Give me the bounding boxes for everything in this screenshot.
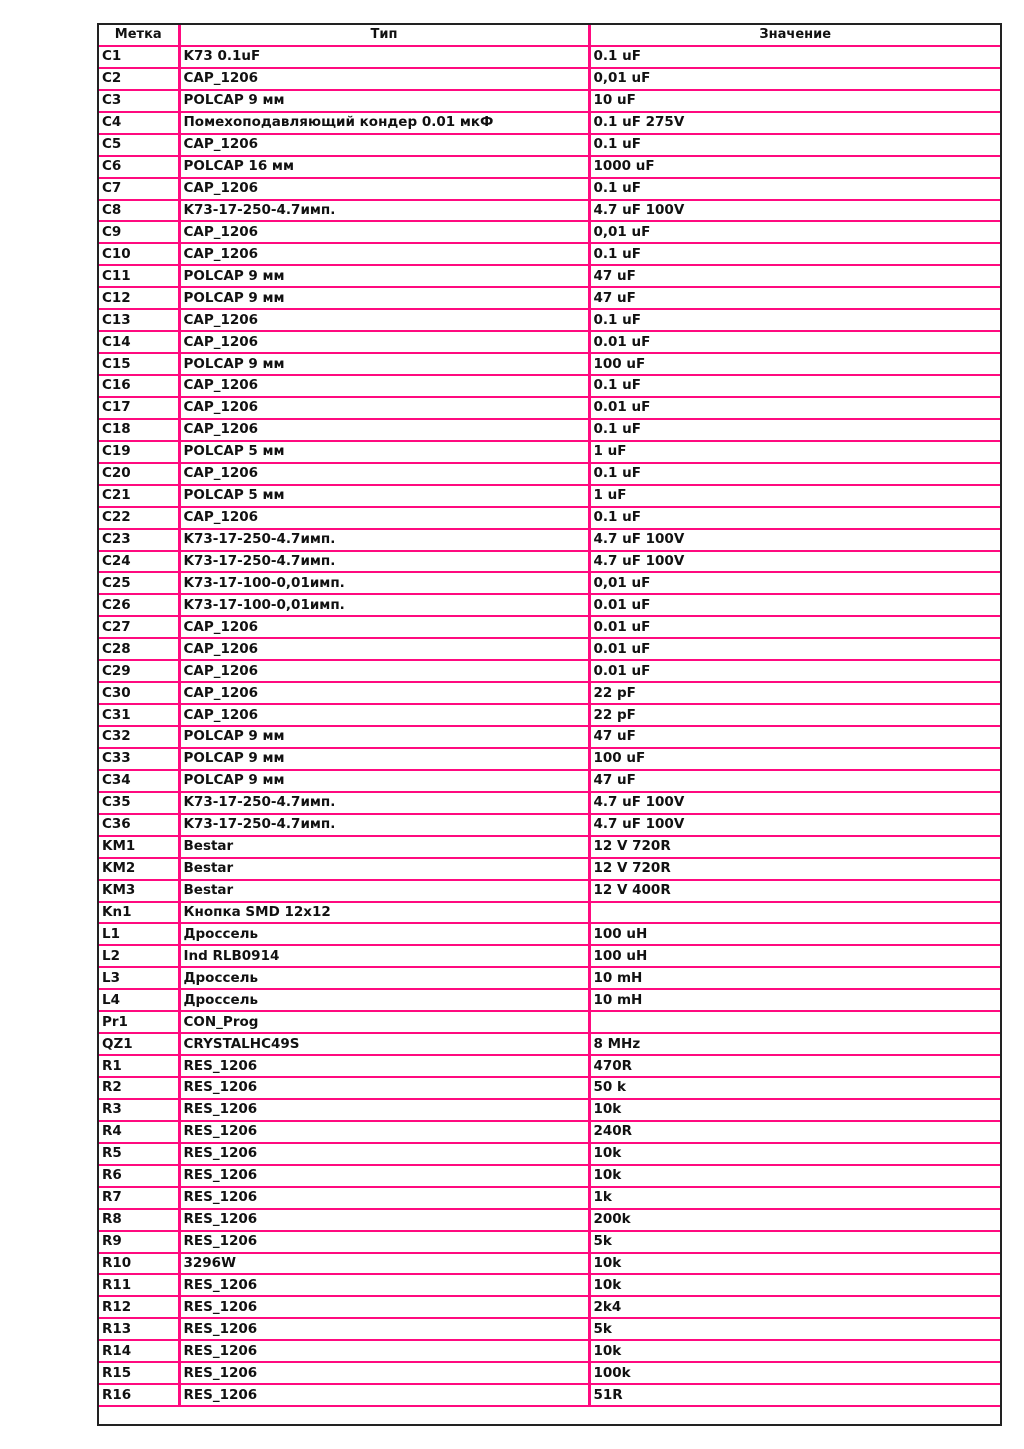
table-row bbox=[99, 638, 1000, 660]
cell-value: 12 V 720R bbox=[589, 858, 1000, 880]
table-row bbox=[99, 331, 1000, 353]
cell-type: Ind RLB0914 bbox=[179, 945, 589, 967]
cell-type: 3296W bbox=[179, 1253, 589, 1275]
table-row bbox=[99, 1384, 1000, 1406]
cell-label: C3 bbox=[99, 90, 179, 112]
cell-label: C8 bbox=[99, 200, 179, 222]
cell-type: POLCAP 16 мм bbox=[179, 156, 589, 178]
cell-type: RES_1206 bbox=[179, 1209, 589, 1231]
cell-value: 0,01 uF bbox=[589, 572, 1000, 594]
cell-value: 100 uH bbox=[589, 945, 1000, 967]
cell-value: 0.1 uF bbox=[589, 419, 1000, 441]
cell-label: C23 bbox=[99, 529, 179, 551]
table-row bbox=[99, 945, 1000, 967]
cell-label: L4 bbox=[99, 989, 179, 1011]
cell-value: 10 mH bbox=[589, 967, 1000, 989]
cell-value: 0.01 uF bbox=[589, 594, 1000, 616]
cell-value: 100 uH bbox=[589, 923, 1000, 945]
cell-label: R16 bbox=[99, 1384, 179, 1406]
cell-value: 100k bbox=[589, 1362, 1000, 1384]
table-row bbox=[99, 836, 1000, 858]
cell-type: Дроссель bbox=[179, 989, 589, 1011]
table-row bbox=[99, 1099, 1000, 1121]
cell-value: 1000 uF bbox=[589, 156, 1000, 178]
cell-type: K73-17-100-0,01имп. bbox=[179, 594, 589, 616]
cell-label: C16 bbox=[99, 375, 179, 397]
cell-label: C12 bbox=[99, 287, 179, 309]
cell-value: 2k4 bbox=[589, 1296, 1000, 1318]
cell-label: C5 bbox=[99, 134, 179, 156]
table-row bbox=[99, 463, 1000, 485]
cell-value: 8 MHz bbox=[589, 1033, 1000, 1055]
table-row bbox=[99, 572, 1000, 594]
cell-value: 0.1 uF bbox=[589, 46, 1000, 68]
cell-label: R3 bbox=[99, 1099, 179, 1121]
table-row bbox=[99, 1077, 1000, 1099]
table-row bbox=[99, 375, 1000, 397]
table-row bbox=[99, 287, 1000, 309]
cell-value: 4.7 uF 100V bbox=[589, 551, 1000, 573]
cell-value: 0.1 uF bbox=[589, 309, 1000, 331]
cell-value: 0.01 uF bbox=[589, 616, 1000, 638]
cell-label: L2 bbox=[99, 945, 179, 967]
cell-label: C22 bbox=[99, 507, 179, 529]
cell-label: C9 bbox=[99, 221, 179, 243]
cell-type: CAP_1206 bbox=[179, 660, 589, 682]
cell-type: Bestar bbox=[179, 836, 589, 858]
cell-label: L1 bbox=[99, 923, 179, 945]
cell-label: C6 bbox=[99, 156, 179, 178]
table-row bbox=[99, 1231, 1000, 1253]
cell-type: K73-17-250-4.7имп. bbox=[179, 814, 589, 836]
table-row bbox=[99, 616, 1000, 638]
table-row bbox=[99, 1209, 1000, 1231]
cell-label: R15 bbox=[99, 1362, 179, 1384]
cell-value: 0.1 uF bbox=[589, 375, 1000, 397]
table-row bbox=[99, 594, 1000, 616]
cell-label: KM2 bbox=[99, 858, 179, 880]
cell-value: 4.7 uF 100V bbox=[589, 792, 1000, 814]
cell-label: C35 bbox=[99, 792, 179, 814]
cell-value: 100 uF bbox=[589, 748, 1000, 770]
cell-value: 0.1 uF 275V bbox=[589, 112, 1000, 134]
cell-type: RES_1206 bbox=[179, 1121, 589, 1143]
cell-type: K73-17-250-4.7имп. bbox=[179, 200, 589, 222]
cell-value: 1 uF bbox=[589, 441, 1000, 463]
cell-type: CAP_1206 bbox=[179, 419, 589, 441]
table-row bbox=[99, 90, 1000, 112]
cell-value: 22 pF bbox=[589, 704, 1000, 726]
cell-value: 0.01 uF bbox=[589, 331, 1000, 353]
cell-value: 0.1 uF bbox=[589, 178, 1000, 200]
cell-label: C25 bbox=[99, 572, 179, 594]
table-row bbox=[99, 178, 1000, 200]
cell-label: R9 bbox=[99, 1231, 179, 1253]
cell-type: RES_1206 bbox=[179, 1362, 589, 1384]
table-row bbox=[99, 221, 1000, 243]
cell-type: K73 0.1uF bbox=[179, 46, 589, 68]
table-row bbox=[99, 1296, 1000, 1318]
cell-type: CAP_1206 bbox=[179, 638, 589, 660]
cell-type: CAP_1206 bbox=[179, 397, 589, 419]
cell-type: CAP_1206 bbox=[179, 704, 589, 726]
cell-type: Помехоподавляющий кондер 0.01 мкФ bbox=[179, 112, 589, 134]
cell-type: POLCAP 9 мм bbox=[179, 770, 589, 792]
cell-type: K73-17-100-0,01имп. bbox=[179, 572, 589, 594]
cell-value: 0,01 uF bbox=[589, 221, 1000, 243]
table-row bbox=[99, 1318, 1000, 1340]
cell-type: POLCAP 9 мм bbox=[179, 90, 589, 112]
cell-label: R6 bbox=[99, 1165, 179, 1187]
cell-value bbox=[589, 902, 1000, 924]
cell-label: R13 bbox=[99, 1318, 179, 1340]
table-row bbox=[99, 507, 1000, 529]
cell-label: C33 bbox=[99, 748, 179, 770]
cell-label: C14 bbox=[99, 331, 179, 353]
table-row bbox=[99, 1340, 1000, 1362]
cell-type: Bestar bbox=[179, 880, 589, 902]
cell-type: CAP_1206 bbox=[179, 463, 589, 485]
table-row bbox=[99, 419, 1000, 441]
cell-label: R1 bbox=[99, 1055, 179, 1077]
cell-value: 47 uF bbox=[589, 726, 1000, 748]
header-label: Метка bbox=[99, 25, 179, 46]
cell-type: RES_1206 bbox=[179, 1099, 589, 1121]
cell-label: C7 bbox=[99, 178, 179, 200]
cell-type: POLCAP 9 мм bbox=[179, 748, 589, 770]
table-row bbox=[99, 858, 1000, 880]
table-row bbox=[99, 529, 1000, 551]
cell-label: C24 bbox=[99, 551, 179, 573]
cell-value: 10k bbox=[589, 1253, 1000, 1275]
cell-label: QZ1 bbox=[99, 1033, 179, 1055]
cell-type: CON_Prog bbox=[179, 1011, 589, 1033]
table-row bbox=[99, 704, 1000, 726]
cell-type: POLCAP 9 мм bbox=[179, 726, 589, 748]
table-row bbox=[99, 923, 1000, 945]
cell-value: 5k bbox=[589, 1231, 1000, 1253]
cell-type: RES_1206 bbox=[179, 1165, 589, 1187]
cell-type: CRYSTALHC49S bbox=[179, 1033, 589, 1055]
cell-value: 0.1 uF bbox=[589, 134, 1000, 156]
cell-value: 47 uF bbox=[589, 770, 1000, 792]
cell-label: KM3 bbox=[99, 880, 179, 902]
table-row bbox=[99, 989, 1000, 1011]
cell-label: C17 bbox=[99, 397, 179, 419]
cell-value: 50 k bbox=[589, 1077, 1000, 1099]
table-row bbox=[99, 1187, 1000, 1209]
header-type: Тип bbox=[179, 25, 589, 46]
table-row bbox=[99, 770, 1000, 792]
cell-type: RES_1206 bbox=[179, 1384, 589, 1406]
cell-value: 100 uF bbox=[589, 353, 1000, 375]
cell-label: R8 bbox=[99, 1209, 179, 1231]
cell-label: R4 bbox=[99, 1121, 179, 1143]
table-row bbox=[99, 814, 1000, 836]
cell-type: RES_1206 bbox=[179, 1143, 589, 1165]
cell-label: Pr1 bbox=[99, 1011, 179, 1033]
table-row bbox=[99, 243, 1000, 265]
table-row bbox=[99, 1274, 1000, 1296]
table-row bbox=[99, 1011, 1000, 1033]
cell-type: RES_1206 bbox=[179, 1274, 589, 1296]
cell-label: C15 bbox=[99, 353, 179, 375]
cell-label: C36 bbox=[99, 814, 179, 836]
cell-type: POLCAP 5 мм bbox=[179, 441, 589, 463]
cell-type: CAP_1206 bbox=[179, 243, 589, 265]
table-row bbox=[99, 902, 1000, 924]
table-row bbox=[99, 485, 1000, 507]
table-row bbox=[99, 1362, 1000, 1384]
table-row bbox=[99, 967, 1000, 989]
cell-value: 4.7 uF 100V bbox=[589, 200, 1000, 222]
cell-type: Кнопка SMD 12x12 bbox=[179, 902, 589, 924]
cell-value: 0,01 uF bbox=[589, 68, 1000, 90]
cell-label: C4 bbox=[99, 112, 179, 134]
cell-value: 12 V 720R bbox=[589, 836, 1000, 858]
cell-value: 4.7 uF 100V bbox=[589, 814, 1000, 836]
table-row bbox=[99, 1253, 1000, 1275]
cell-type: RES_1206 bbox=[179, 1340, 589, 1362]
cell-value: 10k bbox=[589, 1165, 1000, 1187]
cell-label: C26 bbox=[99, 594, 179, 616]
cell-label: KM1 bbox=[99, 836, 179, 858]
cell-type: CAP_1206 bbox=[179, 682, 589, 704]
cell-type: CAP_1206 bbox=[179, 507, 589, 529]
table-row bbox=[99, 200, 1000, 222]
table-row bbox=[99, 68, 1000, 90]
cell-value: 51R bbox=[589, 1384, 1000, 1406]
cell-label: C20 bbox=[99, 463, 179, 485]
table-row bbox=[99, 792, 1000, 814]
cell-type: RES_1206 bbox=[179, 1318, 589, 1340]
cell-type: POLCAP 9 мм bbox=[179, 287, 589, 309]
cell-type: Дроссель bbox=[179, 923, 589, 945]
cell-value: 47 uF bbox=[589, 287, 1000, 309]
cell-value: 0.01 uF bbox=[589, 397, 1000, 419]
cell-type: RES_1206 bbox=[179, 1296, 589, 1318]
cell-value: 10k bbox=[589, 1274, 1000, 1296]
cell-label: R7 bbox=[99, 1187, 179, 1209]
table-row bbox=[99, 682, 1000, 704]
table-row bbox=[99, 1033, 1000, 1055]
cell-label: C18 bbox=[99, 419, 179, 441]
cell-value: 1 uF bbox=[589, 485, 1000, 507]
table-row bbox=[99, 748, 1000, 770]
cell-label: C2 bbox=[99, 68, 179, 90]
cell-value: 0.01 uF bbox=[589, 660, 1000, 682]
table-row bbox=[99, 880, 1000, 902]
cell-type: RES_1206 bbox=[179, 1187, 589, 1209]
cell-label: C32 bbox=[99, 726, 179, 748]
cell-type: K73-17-250-4.7имп. bbox=[179, 529, 589, 551]
cell-value: 47 uF bbox=[589, 265, 1000, 287]
cell-label: C1 bbox=[99, 46, 179, 68]
bom-frame bbox=[97, 23, 1002, 1426]
cell-type: CAP_1206 bbox=[179, 616, 589, 638]
cell-label: L3 bbox=[99, 967, 179, 989]
table-row bbox=[99, 134, 1000, 156]
cell-label: R12 bbox=[99, 1296, 179, 1318]
cell-label: R2 bbox=[99, 1077, 179, 1099]
bom-table bbox=[99, 25, 1000, 1407]
table-row bbox=[99, 1165, 1000, 1187]
cell-label: C11 bbox=[99, 265, 179, 287]
cell-type: POLCAP 5 мм bbox=[179, 485, 589, 507]
table-row bbox=[99, 726, 1000, 748]
cell-type: CAP_1206 bbox=[179, 221, 589, 243]
cell-type: CAP_1206 bbox=[179, 331, 589, 353]
cell-value: 240R bbox=[589, 1121, 1000, 1143]
cell-label: C31 bbox=[99, 704, 179, 726]
table-row bbox=[99, 1055, 1000, 1077]
cell-value: 200k bbox=[589, 1209, 1000, 1231]
header-value: Значение bbox=[589, 25, 1000, 46]
cell-value: 0.1 uF bbox=[589, 243, 1000, 265]
cell-type: K73-17-250-4.7имп. bbox=[179, 792, 589, 814]
table-row bbox=[99, 309, 1000, 331]
cell-type: RES_1206 bbox=[179, 1077, 589, 1099]
cell-label: C30 bbox=[99, 682, 179, 704]
table-row bbox=[99, 441, 1000, 463]
cell-label: C34 bbox=[99, 770, 179, 792]
cell-label: C28 bbox=[99, 638, 179, 660]
cell-value bbox=[589, 1011, 1000, 1033]
cell-label: Kn1 bbox=[99, 902, 179, 924]
header-row bbox=[99, 25, 1000, 46]
cell-type: RES_1206 bbox=[179, 1231, 589, 1253]
cell-label: R14 bbox=[99, 1340, 179, 1362]
cell-value: 0.1 uF bbox=[589, 463, 1000, 485]
table-row bbox=[99, 660, 1000, 682]
table-row bbox=[99, 397, 1000, 419]
cell-value: 0.1 uF bbox=[589, 507, 1000, 529]
cell-value: 4.7 uF 100V bbox=[589, 529, 1000, 551]
cell-type: CAP_1206 bbox=[179, 68, 589, 90]
cell-value: 10 mH bbox=[589, 989, 1000, 1011]
cell-type: K73-17-250-4.7имп. bbox=[179, 551, 589, 573]
table-row bbox=[99, 46, 1000, 68]
cell-type: POLCAP 9 мм bbox=[179, 353, 589, 375]
table-row bbox=[99, 353, 1000, 375]
cell-label: C19 bbox=[99, 441, 179, 463]
cell-label: C21 bbox=[99, 485, 179, 507]
table-row bbox=[99, 551, 1000, 573]
table-row bbox=[99, 1121, 1000, 1143]
cell-value: 1k bbox=[589, 1187, 1000, 1209]
table-row bbox=[99, 156, 1000, 178]
cell-type: CAP_1206 bbox=[179, 309, 589, 331]
cell-label: R11 bbox=[99, 1274, 179, 1296]
cell-label: R10 bbox=[99, 1253, 179, 1275]
cell-type: RES_1206 bbox=[179, 1055, 589, 1077]
cell-value: 0.01 uF bbox=[589, 638, 1000, 660]
cell-type: Дроссель bbox=[179, 967, 589, 989]
cell-value: 10k bbox=[589, 1099, 1000, 1121]
cell-value: 470R bbox=[589, 1055, 1000, 1077]
cell-type: Bestar bbox=[179, 858, 589, 880]
cell-value: 10k bbox=[589, 1143, 1000, 1165]
cell-value: 10k bbox=[589, 1340, 1000, 1362]
cell-value: 22 pF bbox=[589, 682, 1000, 704]
table-row bbox=[99, 1143, 1000, 1165]
cell-value: 10 uF bbox=[589, 90, 1000, 112]
cell-label: C27 bbox=[99, 616, 179, 638]
cell-type: CAP_1206 bbox=[179, 134, 589, 156]
cell-type: CAP_1206 bbox=[179, 375, 589, 397]
cell-label: R5 bbox=[99, 1143, 179, 1165]
cell-label: C10 bbox=[99, 243, 179, 265]
cell-type: POLCAP 9 мм bbox=[179, 265, 589, 287]
table-row bbox=[99, 112, 1000, 134]
cell-label: C29 bbox=[99, 660, 179, 682]
cell-value: 5k bbox=[589, 1318, 1000, 1340]
table-row bbox=[99, 265, 1000, 287]
cell-value: 12 V 400R bbox=[589, 880, 1000, 902]
cell-label: C13 bbox=[99, 309, 179, 331]
cell-type: CAP_1206 bbox=[179, 178, 589, 200]
